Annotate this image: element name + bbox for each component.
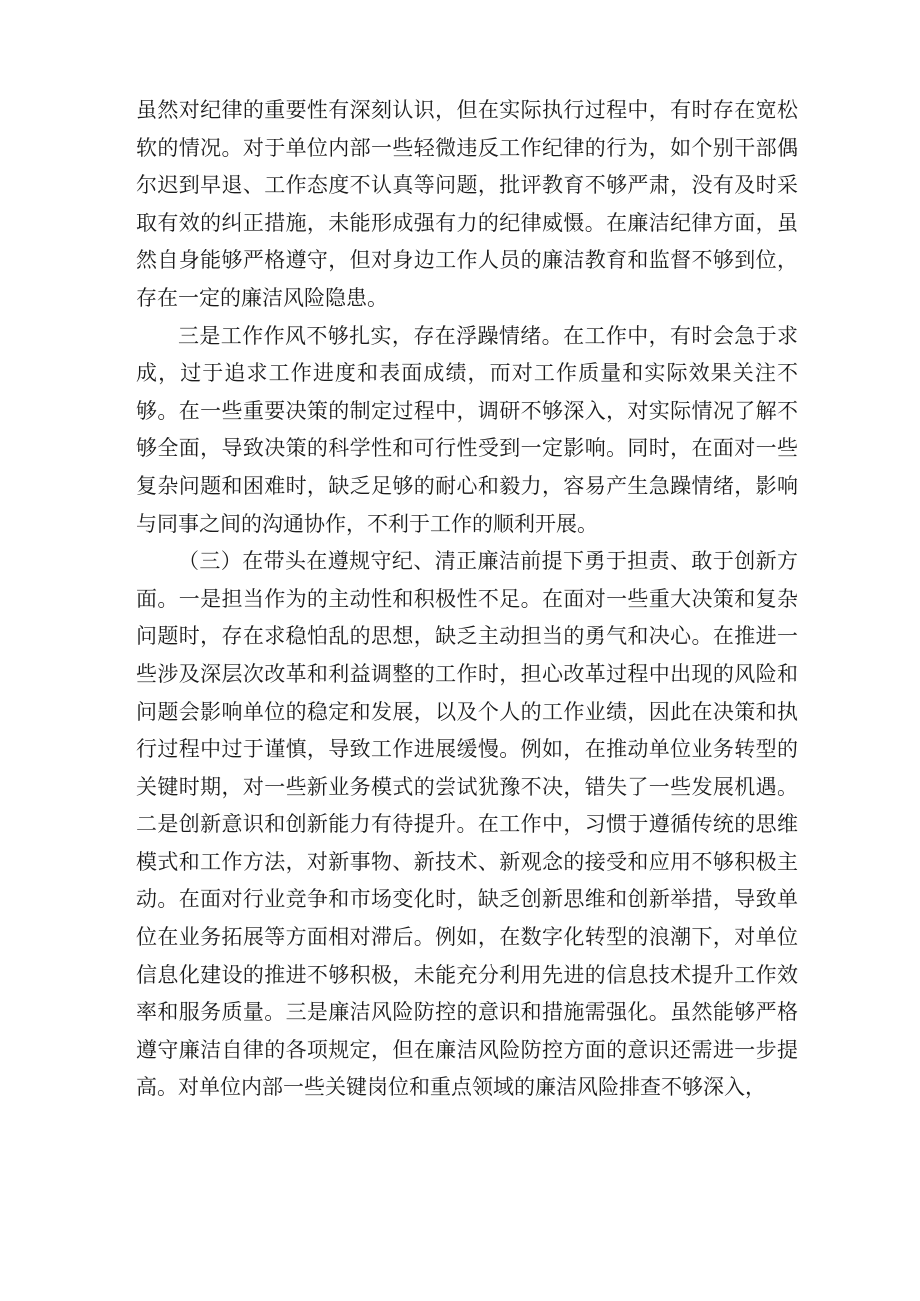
paragraph-discipline-continuation: 虽然对纪律的重要性有深刻认识，但在实际执行过程中，有时存在宽松软的情况。对于单位内部一些轻微违反工作纪律的行为，如个别干部偶尔迟到早退、工作态度不认真等问题，批评教育不够严肃，没有及时采取有效的纠正措施，未能形成强有力的纪律威慑。在廉洁纪律方面，虽然自身能够严格遵守，但对身边工作人员的廉洁教育和监督不够到位，存在一定的廉洁风险隐患。	[136, 98, 798, 310]
document-page	[136, 92, 798, 1107]
paragraph-work-style: 三是工作作风不够扎实，存在浮躁情绪。在工作中，有时会急于求成，过于追求工作进度和表面成绩，而对工作质量和实际效果关注不够。在一些重要决策的制定过程中，调研不够深入，对实际情况了解不够全面，导致决策的科学性和可行性受到一定影响。同时，在面对一些复杂问题和困难时，缺乏足够的耐心和毅力，容易产生急躁情绪，影响与同事之间的沟通协作，不利于工作的顺利开展。	[136, 323, 798, 536]
paragraph-section-three: （三）在带头在遵规守纪、清正廉洁前提下勇于担责、敢于创新方面。一是担当作为的主动性和积极性不足。在面对一些重大决策和复杂问题时，存在求稳怕乱的思想，缺乏主动担当的勇气和决心。在推进一些涉及深层次改革和利益调整的工作时，担心改革过程中出现的风险和问题会影响单位的稳定和发展，以及个人的工作业绩，因此在决策和执行过程中过于谨慎，导致工作进展缓慢。例如，在推动单位业务转型的关键时期，对一些新业务模式的尝试犹豫不决，错失了一些发展机遇。二是创新意识和创新能力有待提升。在工作中，习惯于遵循传统的思维模式和工作方法，对新事物、新技术、新观念的接受和应用不够积极主动。在面对行业竞争和市场变化时，缺乏创新思维和创新举措，导致单位在业务拓展等方面相对滞后。例如，在数字化转型的浪潮下，对单位信息化建设的推进不够积极，未能充分利用先进的信息技术提升工作效率和服务质量。三是廉洁风险防控的意识和措施需强化。虽然能够严格遵守廉洁自律的各项规定，但在廉洁风险防控方面的意识还需进一步提高。对单位内部一些关键岗位和重点领域的廉洁风险排查不够深入，	[136, 549, 798, 1100]
